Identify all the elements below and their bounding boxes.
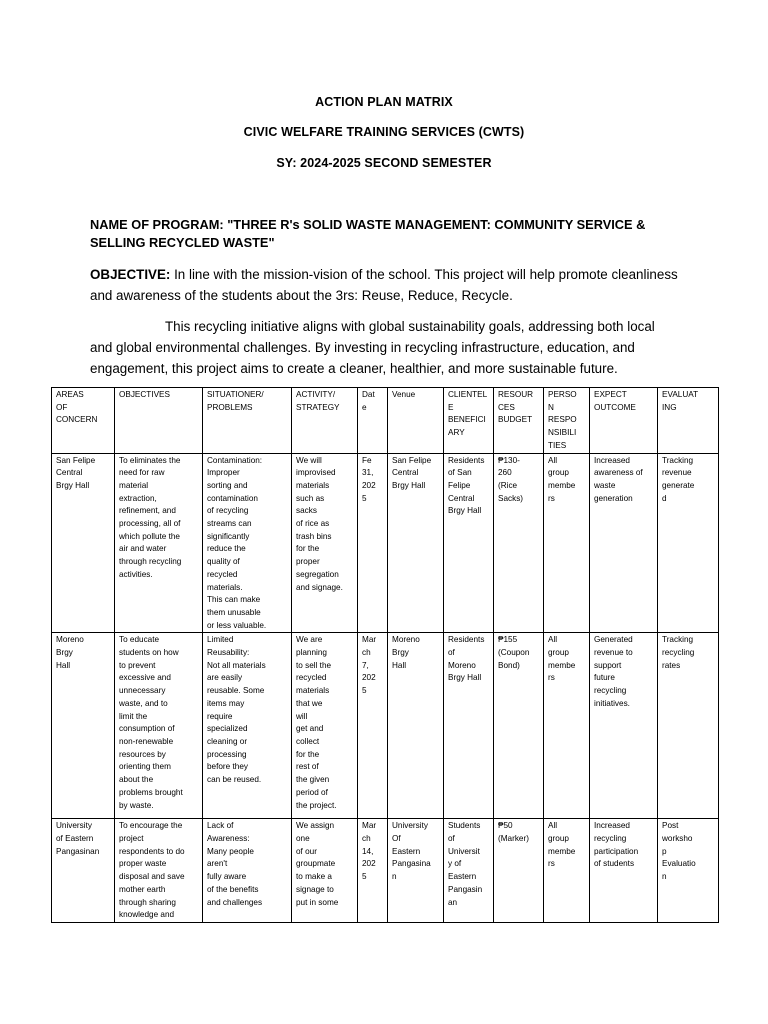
table-header-row <box>52 388 719 454</box>
header-cell: EXPECT OUTCOME <box>590 388 658 454</box>
table-cell: Tracking revenue generate d <box>658 453 719 633</box>
table-cell: San Felipe Central Brgy Hall <box>388 453 444 633</box>
table-cell: To eliminates the need for raw material extraction, refinement, and processing, all of which pollute the air and water through recycling activities. <box>115 453 203 633</box>
program-label: NAME OF PROGRAM: <box>90 217 224 232</box>
header-cell: PERSO N RESPO NSIBILI TIES <box>544 388 590 454</box>
table-cell: Fe 31, 202 5 <box>358 453 388 633</box>
header-cell: Venue <box>388 388 444 454</box>
table-cell: Lack of Awareness: Many people aren't fully aware of the benefits and challenges <box>203 819 292 923</box>
table-cell: Students of Universit y of Eastern Pangasin an <box>444 819 494 923</box>
table-cell: All group membe rs <box>544 453 590 633</box>
objective-text: In line with the mission-vision of the school. This project will help promote cleanliness and awareness of the students about the 3rs: Reuse, Reduce, Recycle. <box>90 267 678 303</box>
recycling-paragraph: This recycling initiative aligns with global sustainability goals, addressing both local and global environmental challenges. By investing in recycling infrastructure, education, and engagement, this project aims to create a cleaner, healthier, and more sustainable future. <box>90 319 655 376</box>
table-cell: University Of Eastern Pangasina n <box>388 819 444 923</box>
table-cell: Moreno Brgy Hall <box>388 633 444 819</box>
header-cell: CLIENTEL E BENEFICI ARY <box>444 388 494 454</box>
objective <box>90 264 680 306</box>
header-cell: ACTIVITY/ STRATEGY <box>292 388 358 454</box>
table-cell: ₱130- 260 (Rice Sacks) <box>494 453 544 633</box>
program-name <box>90 216 680 252</box>
table-cell: Residents of Moreno Brgy Hall <box>444 633 494 819</box>
table-cell: We are planning to sell the recycled materials that we will get and collect for the rest of the given period of the project. <box>292 633 358 819</box>
header-cell: Dat e <box>358 388 388 454</box>
table-cell: Moreno Brgy Hall <box>52 633 115 819</box>
table-cell: University of Eastern Pangasinan <box>52 819 115 923</box>
action-plan-table <box>51 387 719 923</box>
table-cell: Contamination: Improper sorting and contamination of recycling streams can significantly reduce the quality of recycled materials. This can make them unusable or less valuable. <box>203 453 292 633</box>
table-cell: ₱155 (Coupon Bond) <box>494 633 544 819</box>
school-year: SY: 2024-2025 SECOND SEMESTER <box>276 156 492 170</box>
table-cell: Post worksho p Evaluatio n <box>658 819 719 923</box>
table-cell: Increased recycling participation of students <box>590 819 658 923</box>
table-cell: Mar ch 14, 202 5 <box>358 819 388 923</box>
header-cell: OBJECTIVES <box>115 388 203 454</box>
header-cell: RESOUR CES BUDGET <box>494 388 544 454</box>
program-text: "THREE R's SOLID WASTE MANAGEMENT: COMMUNITY SERVICE & SELLING RECYCLED WASTE" <box>90 217 646 250</box>
objective-label: OBJECTIVE: <box>90 267 171 282</box>
table-cell: Residents of San Felipe Central Brgy Hall <box>444 453 494 633</box>
table-cell: All group membe rs <box>544 819 590 923</box>
table-cell: We will improvised materials such as sacks of rice as trash bins for the proper segregation and signage. <box>292 453 358 633</box>
table-cell: Tracking recycling rates <box>658 633 719 819</box>
header-cell: EVALUAT ING <box>658 388 719 454</box>
table-cell: We assign one of our groupmate to make a signage to put in some <box>292 819 358 923</box>
table-row <box>52 633 719 819</box>
table-cell: To educate students on how to prevent excessive and unnecessary waste, and to limit the consumption of non-renewable resources by orienting them about the problems brought by waste. <box>115 633 203 819</box>
table-cell: To encourage the project respondents to do proper waste disposal and save mother earth through sharing knowledge and <box>115 819 203 923</box>
table-cell: ₱50 (Marker) <box>494 819 544 923</box>
table-cell: All group membe rs <box>544 633 590 819</box>
header-cell: AREAS OF CONCERN <box>52 388 115 454</box>
table-row <box>52 819 719 923</box>
header-cell: SITUATIONER/ PROBLEMS <box>203 388 292 454</box>
table-cell: Increased awareness of waste generation <box>590 453 658 633</box>
table-cell: Mar ch 7, 202 5 <box>358 633 388 819</box>
table-row <box>52 453 719 633</box>
document-title: ACTION PLAN MATRIX <box>315 95 453 109</box>
table-cell: San Felipe Central Brgy Hall <box>52 453 115 633</box>
document-subtitle: CIVIC WELFARE TRAINING SERVICES (CWTS) <box>243 125 525 139</box>
table-cell: Generated revenue to support future recycling initiatives. <box>590 633 658 819</box>
table-cell: Limited Reusability: Not all materials are easily reusable. Some items may require specialized cleaning or processing before they can be reused. <box>203 633 292 819</box>
